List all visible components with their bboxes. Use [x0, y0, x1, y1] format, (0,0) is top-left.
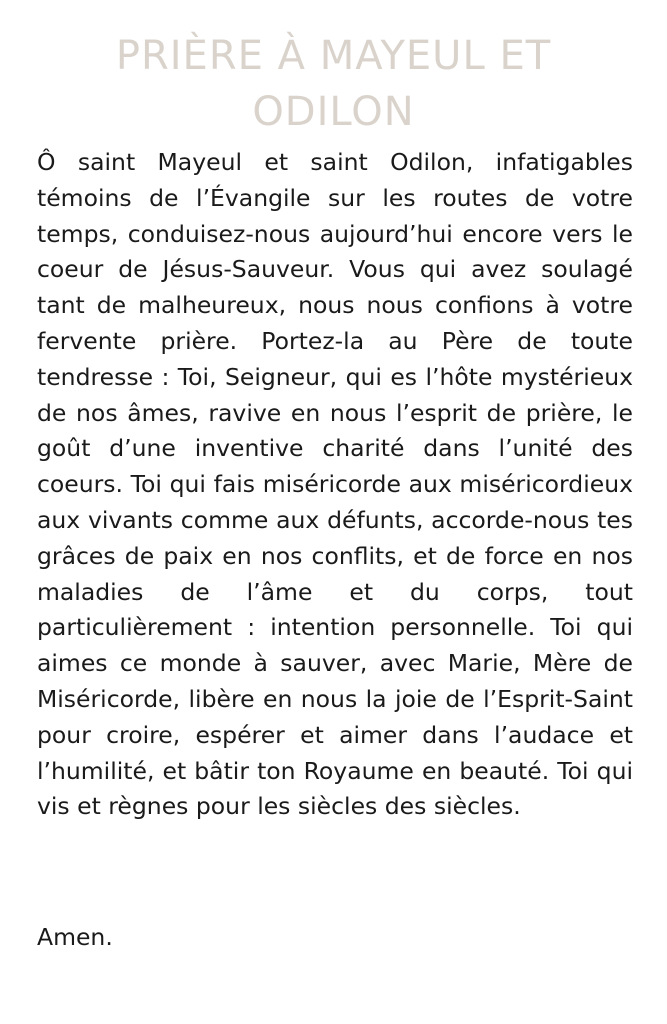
prayer-closing: Amen.	[37, 923, 113, 951]
page-title: PRIÈRE À MAYEUL ET ODILON	[115, 33, 552, 135]
prayer-body: Ô saint Mayeul et saint Odilon, infatigables témoins de l’Évangile sur les routes de votre temps, conduisez-nous aujourd’hui encore vers le coeur de Jésus-Sauveur. Vous qui avez soulagé tant de malheureux, nous nous confions à votre fervente prière. Portez-la au Père de toute tendresse : Toi, Seigneur, qui es l’hôte mystérieux de nos âmes, ravive en nous l’esprit de prière, le goût d’une inventive charité dans l’unité des coeurs. Toi qui fais miséricorde aux miséricordieux aux vivants comme aux défunts, accorde-nous tes grâces de paix en nos conflits, et de force en nos maladies de l’âme et du corps, tout particulièrement : intention personnelle. Toi qui aimes ce monde à sauver, avec Marie, Mère de Miséricorde, libère en nous la joie de l’Esprit-Saint pour croire, espérer et aimer dans l’audace et l’humilité, et bâtir ton Royaume en beauté. Toi qui vis et règnes pour les siècles des siècles.	[37, 148, 633, 821]
